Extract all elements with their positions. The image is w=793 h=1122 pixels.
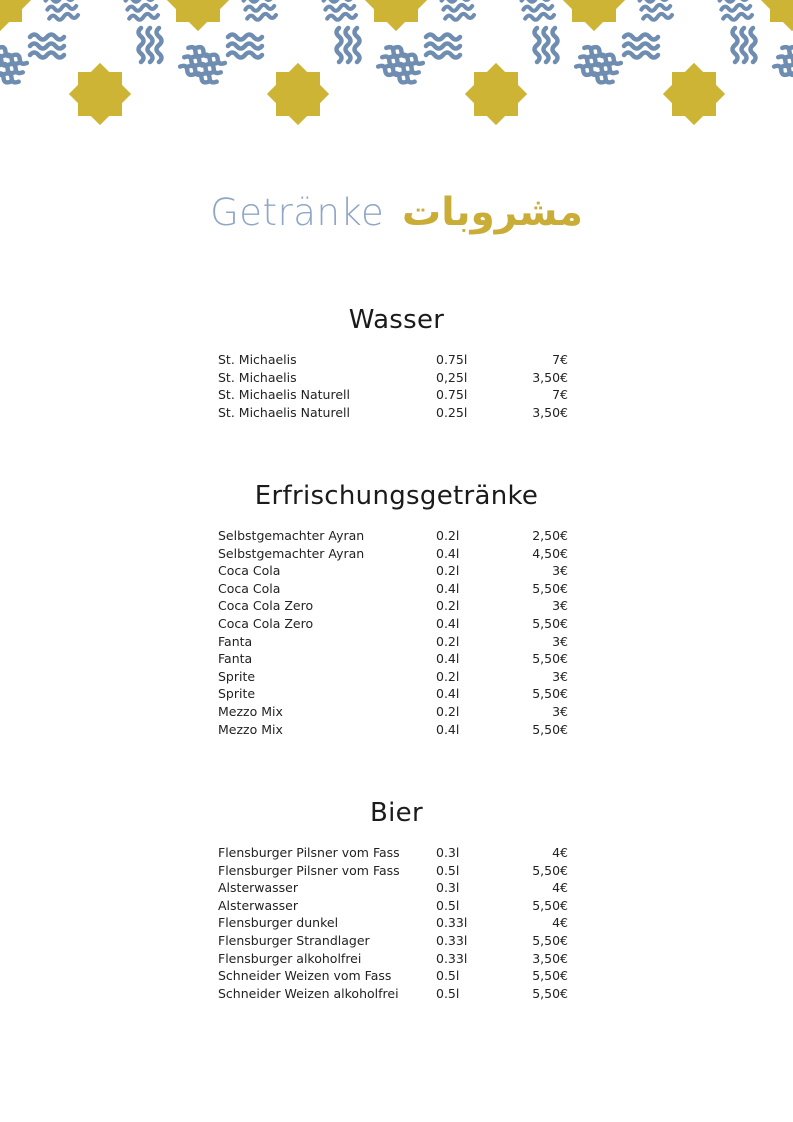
menu-item [218, 615, 578, 633]
item-name: Schneider Weizen alkoholfrei [218, 985, 399, 1001]
item-price: 2,50€ [532, 528, 568, 543]
wave-ornament-icon [337, 28, 360, 62]
item-price: 3€ [552, 703, 568, 719]
item-price: 4,50€ [532, 545, 568, 561]
menu-item [218, 685, 578, 703]
menu-item [218, 914, 578, 932]
menu-item [218, 950, 578, 968]
item-price: 3€ [552, 633, 568, 649]
wave-ornament-icon [382, 44, 427, 86]
menu-item [218, 369, 578, 387]
menu-list [218, 527, 578, 738]
item-name: St. Michaelis Naturell [218, 387, 350, 403]
item-size: 0.33l [436, 915, 468, 931]
item-name: Fanta [218, 633, 253, 649]
item-name: Flensburger Pilsner vom Fass [218, 845, 400, 860]
item-price: 7€ [552, 352, 568, 367]
item-size: 0.3l [436, 845, 460, 860]
star-ornament-icon [69, 63, 131, 125]
item-size: 0.2l [436, 703, 460, 719]
item-name: Fanta [218, 651, 253, 667]
item-price: 4€ [552, 915, 568, 931]
item-size: 0.33l [436, 950, 468, 966]
title-arabic: مشروبات [402, 190, 583, 235]
item-size: 0.4l [436, 651, 460, 667]
star-ornament-icon [663, 63, 725, 125]
item-size: 0.2l [436, 563, 460, 579]
wave-ornament-icon [624, 35, 658, 58]
title-german: Getränke [210, 191, 385, 234]
wave-ornament-icon [522, 0, 554, 20]
item-price: 3,50€ [532, 404, 568, 420]
item-name: Sprite [218, 686, 256, 702]
wave-ornament-icon [324, 0, 356, 20]
item-price: 7€ [552, 387, 568, 403]
section-title: Erfrischungsgetränke [254, 481, 539, 511]
item-name: Flensburger Pilsner vom Fass [218, 862, 400, 878]
menu-item [218, 879, 578, 897]
wave-ornament-icon [244, 0, 276, 20]
menu-item [218, 404, 578, 422]
item-price: 4€ [552, 845, 568, 860]
item-size: 0.4l [436, 721, 460, 737]
wave-ornament-icon [580, 44, 625, 86]
section-title: Bier [370, 798, 423, 828]
wave-ornament-icon [228, 35, 262, 58]
item-size: 0.25l [436, 404, 468, 420]
item-name: Coca Cola [218, 580, 281, 596]
item-price: 4€ [552, 880, 568, 896]
page-title [0, 188, 793, 238]
star-ornament-icon [465, 63, 527, 125]
item-price: 5,50€ [532, 862, 568, 878]
item-size: 0.5l [436, 968, 460, 984]
item-size: 0.4l [436, 580, 460, 596]
item-price: 3€ [552, 668, 568, 684]
menu-item [218, 703, 578, 721]
menu-list [218, 844, 578, 1002]
star-ornament-icon [365, 0, 427, 31]
item-price: 5,50€ [532, 615, 568, 631]
item-price: 5,50€ [532, 580, 568, 596]
item-name: Flensburger Strandlager [218, 932, 370, 948]
item-size: 0.2l [436, 668, 460, 684]
item-size: 0.4l [436, 545, 460, 561]
star-ornament-icon [267, 63, 329, 125]
item-size: 0.5l [436, 897, 460, 913]
menu-item [218, 932, 578, 950]
item-price: 3,50€ [532, 369, 568, 385]
item-size: 0.3l [436, 880, 460, 896]
item-price: 5,50€ [532, 721, 568, 737]
menu-item [218, 650, 578, 668]
item-price: 5,50€ [532, 985, 568, 1001]
item-size: 0.2l [436, 528, 460, 543]
star-ornament-icon [761, 0, 793, 31]
item-name: Sprite [218, 668, 256, 684]
item-name: St. Michaelis [218, 352, 297, 367]
item-price: 5,50€ [532, 968, 568, 984]
item-price: 5,50€ [532, 686, 568, 702]
wave-ornament-icon [720, 0, 752, 20]
item-price: 5,50€ [532, 932, 568, 948]
header-pattern [0, 0, 793, 140]
item-size: 0.33l [436, 932, 468, 948]
wave-ornament-icon [640, 0, 672, 20]
item-name: St. Michaelis Naturell [218, 404, 350, 420]
item-name: Alsterwasser [218, 897, 299, 913]
wave-ornament-icon [184, 44, 229, 86]
section-title: Wasser [348, 305, 445, 335]
menu-item [218, 562, 578, 580]
menu-item [218, 351, 578, 369]
star-ornament-icon [0, 0, 31, 31]
wave-ornament-icon [442, 0, 474, 20]
section-bier [0, 796, 793, 1001]
section-wasser [0, 303, 793, 420]
wave-ornament-icon [46, 0, 78, 20]
menu-list [218, 351, 578, 421]
item-name: Flensburger dunkel [218, 915, 339, 931]
item-price: 3€ [552, 563, 568, 579]
item-price: 5,50€ [532, 651, 568, 667]
item-size: 0.4l [436, 686, 460, 702]
wave-ornament-icon [126, 0, 158, 20]
wave-ornament-icon [733, 28, 756, 62]
menu-item [218, 597, 578, 615]
wave-ornament-icon [139, 28, 162, 62]
item-name: Schneider Weizen vom Fass [218, 968, 392, 984]
item-name: Alsterwasser [218, 880, 299, 896]
item-name: Coca Cola [218, 563, 281, 579]
item-size: 0.75l [436, 387, 468, 403]
menu-item [218, 897, 578, 915]
item-name: Selbstgemachter Ayran [218, 545, 365, 561]
star-ornament-icon [167, 0, 229, 31]
section-erfrischungsgetraenke [0, 479, 793, 737]
star-ornament-icon [563, 0, 625, 31]
item-name: Flensburger alkoholfrei [218, 950, 362, 966]
menu-item [218, 862, 578, 880]
menu-item [218, 545, 578, 563]
item-price: 3€ [552, 598, 568, 614]
menu-item [218, 721, 578, 739]
item-name: St. Michaelis [218, 369, 297, 385]
menu-item [218, 967, 578, 985]
wave-ornament-icon [426, 35, 460, 58]
menu-item [218, 527, 578, 545]
item-size: 0,25l [436, 369, 468, 385]
item-size: 0.5l [436, 862, 460, 878]
item-size: 0.5l [436, 985, 460, 1001]
item-name: Coca Cola Zero [218, 615, 314, 631]
wave-ornament-icon [535, 28, 558, 62]
item-name: Coca Cola Zero [218, 598, 314, 614]
item-size: 0.4l [436, 615, 460, 631]
menu-item [218, 985, 578, 1003]
item-price: 3,50€ [532, 950, 568, 966]
menu-item [218, 844, 578, 862]
item-size: 0.75l [436, 352, 468, 367]
menu-item [218, 580, 578, 598]
item-name: Mezzo Mix [218, 703, 283, 719]
menu-item [218, 668, 578, 686]
menu-item [218, 633, 578, 651]
menu-item [218, 386, 578, 404]
item-size: 0.2l [436, 598, 460, 614]
item-price: 5,50€ [532, 897, 568, 913]
wave-ornament-icon [30, 35, 64, 58]
item-name: Mezzo Mix [218, 721, 283, 737]
item-name: Selbstgemachter Ayran [218, 528, 365, 543]
item-size: 0.2l [436, 633, 460, 649]
